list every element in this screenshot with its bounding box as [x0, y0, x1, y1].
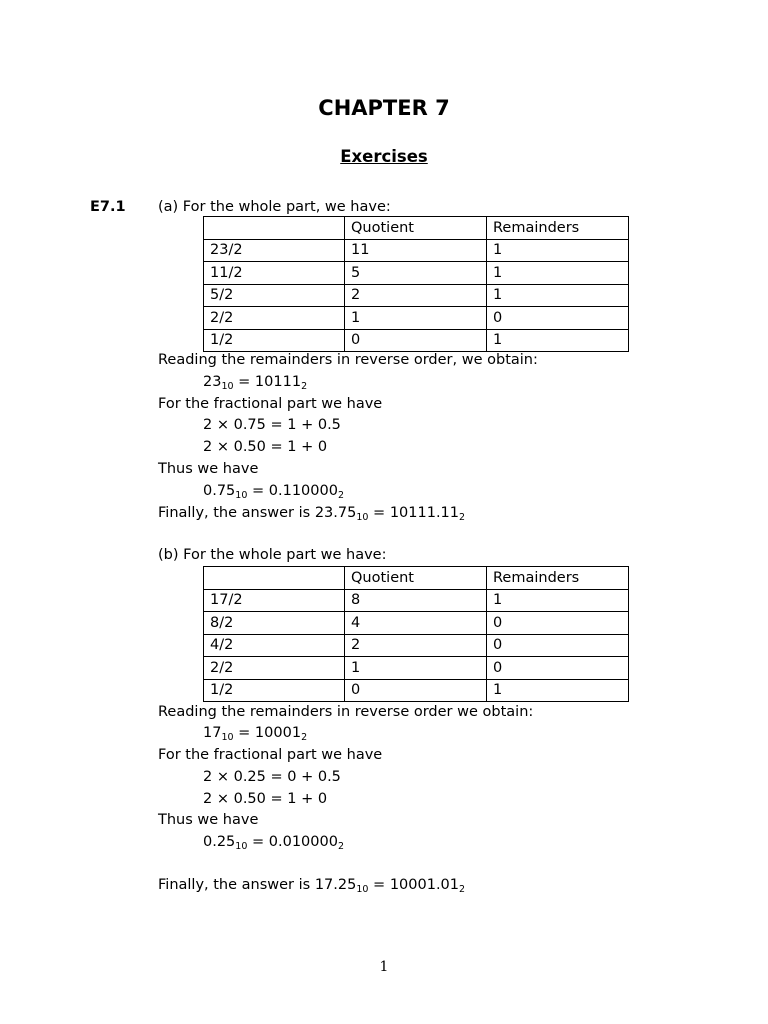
equals-sign: =	[368, 505, 390, 521]
table-cell: 0	[487, 657, 629, 680]
table-cell: 1/2	[204, 679, 345, 702]
table-row	[204, 679, 629, 702]
table-cell: 1	[487, 589, 629, 612]
table-cell: 0	[345, 679, 487, 702]
section-title: Exercises	[340, 147, 428, 166]
table-cell: 8/2	[204, 612, 345, 635]
table-header-cell: Quotient	[345, 217, 487, 240]
table-header-cell: Quotient	[345, 567, 487, 590]
equation-rhs: 0.010000	[268, 834, 338, 850]
table-row	[204, 284, 629, 307]
table-cell: 17/2	[204, 589, 345, 612]
table-cell: 1	[345, 307, 487, 330]
part-a-step-1: 2 × 0.75 = 1 + 0.5	[203, 417, 341, 433]
table-cell: 2/2	[204, 307, 345, 330]
equals-sign: =	[233, 374, 255, 390]
table-cell: 5/2	[204, 284, 345, 307]
part-b-final-answer	[158, 876, 465, 894]
table-row	[204, 239, 629, 262]
part-a-whole-equation	[203, 373, 307, 391]
table-header-row	[204, 567, 629, 590]
base-subscript: 10	[221, 732, 234, 743]
part-a-division-table	[203, 216, 629, 352]
table-header-cell: Remainders	[487, 217, 629, 240]
table-cell: 0	[487, 612, 629, 635]
table-cell: 0	[487, 634, 629, 657]
exercise-label: E7.1	[90, 199, 126, 215]
table-row	[204, 589, 629, 612]
equation-rhs: 10111	[254, 374, 302, 390]
equals-sign: =	[247, 834, 269, 850]
base-subscript: 10	[235, 841, 248, 852]
table-row	[204, 634, 629, 657]
table-cell: 11	[345, 239, 487, 262]
part-b-fraction-intro: For the fractional part we have	[158, 747, 383, 763]
equation-rhs: 10111.11	[389, 505, 459, 521]
equals-sign: =	[368, 877, 390, 893]
table-cell: 1	[487, 262, 629, 285]
equation-lhs: 17.25	[314, 877, 357, 893]
base-subscript: 2	[301, 732, 308, 743]
part-b-fraction-equation	[203, 833, 344, 851]
table-cell: 11/2	[204, 262, 345, 285]
table-cell: 1	[487, 239, 629, 262]
base-subscript: 2	[337, 490, 344, 501]
base-subscript: 10	[235, 490, 248, 501]
table-cell: 1	[487, 679, 629, 702]
table-cell: 2	[345, 284, 487, 307]
base-subscript: 10	[356, 512, 369, 523]
part-a-intro: (a) For the whole part, we have:	[158, 199, 391, 215]
page-number: 1	[379, 959, 389, 975]
table-cell: 23/2	[204, 239, 345, 262]
equation-rhs: 10001	[254, 725, 302, 741]
equation-lhs: 23.75	[314, 505, 357, 521]
table-header-cell: Remainders	[487, 567, 629, 590]
part-a-thus-text: Thus we have	[158, 461, 259, 477]
table-row	[204, 329, 629, 352]
part-a-fraction-intro: For the fractional part we have	[158, 396, 383, 412]
table-row	[204, 307, 629, 330]
base-subscript: 2	[337, 841, 344, 852]
table-header-cell	[204, 567, 345, 590]
part-b-step-2: 2 × 0.50 = 1 + 0	[203, 791, 328, 807]
base-subscript: 2	[459, 884, 466, 895]
base-subscript: 2	[459, 512, 466, 523]
equation-lhs: 0.25	[203, 834, 236, 850]
equals-sign: =	[233, 725, 255, 741]
table-row	[204, 612, 629, 635]
table-row	[204, 657, 629, 680]
equation-lhs: 17	[203, 725, 222, 741]
table-cell: 0	[345, 329, 487, 352]
part-a-fraction-equation	[203, 482, 344, 500]
table-cell: 4/2	[204, 634, 345, 657]
part-b-thus-text: Thus we have	[158, 812, 259, 828]
table-cell: 1	[345, 657, 487, 680]
table-cell: 1	[487, 284, 629, 307]
table-cell: 2/2	[204, 657, 345, 680]
table-cell: 2	[345, 634, 487, 657]
chapter-title: CHAPTER 7	[318, 96, 450, 120]
equals-sign: =	[247, 483, 269, 499]
table-header-cell	[204, 217, 345, 240]
equation-rhs: 0.110000	[268, 483, 338, 499]
table-cell: 8	[345, 589, 487, 612]
part-b-intro: (b) For the whole part we have:	[158, 547, 387, 563]
part-b-whole-equation	[203, 724, 307, 742]
equation-lhs: 0.75	[203, 483, 236, 499]
part-b-step-1: 2 × 0.25 = 0 + 0.5	[203, 769, 341, 785]
base-subscript: 10	[221, 381, 234, 392]
table-row	[204, 262, 629, 285]
table-cell: 5	[345, 262, 487, 285]
table-cell: 1	[487, 329, 629, 352]
table-header-row	[204, 217, 629, 240]
part-b-division-table	[203, 566, 629, 702]
base-subscript: 10	[356, 884, 369, 895]
final-prefix: Finally, the answer is	[158, 877, 315, 893]
part-a-final-answer	[158, 504, 465, 522]
final-prefix: Finally, the answer is	[158, 505, 315, 521]
part-b-reading-text: Reading the remainders in reverse order we obtain:	[158, 704, 534, 720]
equation-lhs: 23	[203, 374, 222, 390]
part-a-step-2: 2 × 0.50 = 1 + 0	[203, 439, 328, 455]
table-cell: 4	[345, 612, 487, 635]
table-cell: 1/2	[204, 329, 345, 352]
part-a-reading-text: Reading the remainders in reverse order, we obtain:	[158, 352, 538, 368]
equation-rhs: 10001.01	[389, 877, 459, 893]
base-subscript: 2	[301, 381, 308, 392]
table-cell: 0	[487, 307, 629, 330]
